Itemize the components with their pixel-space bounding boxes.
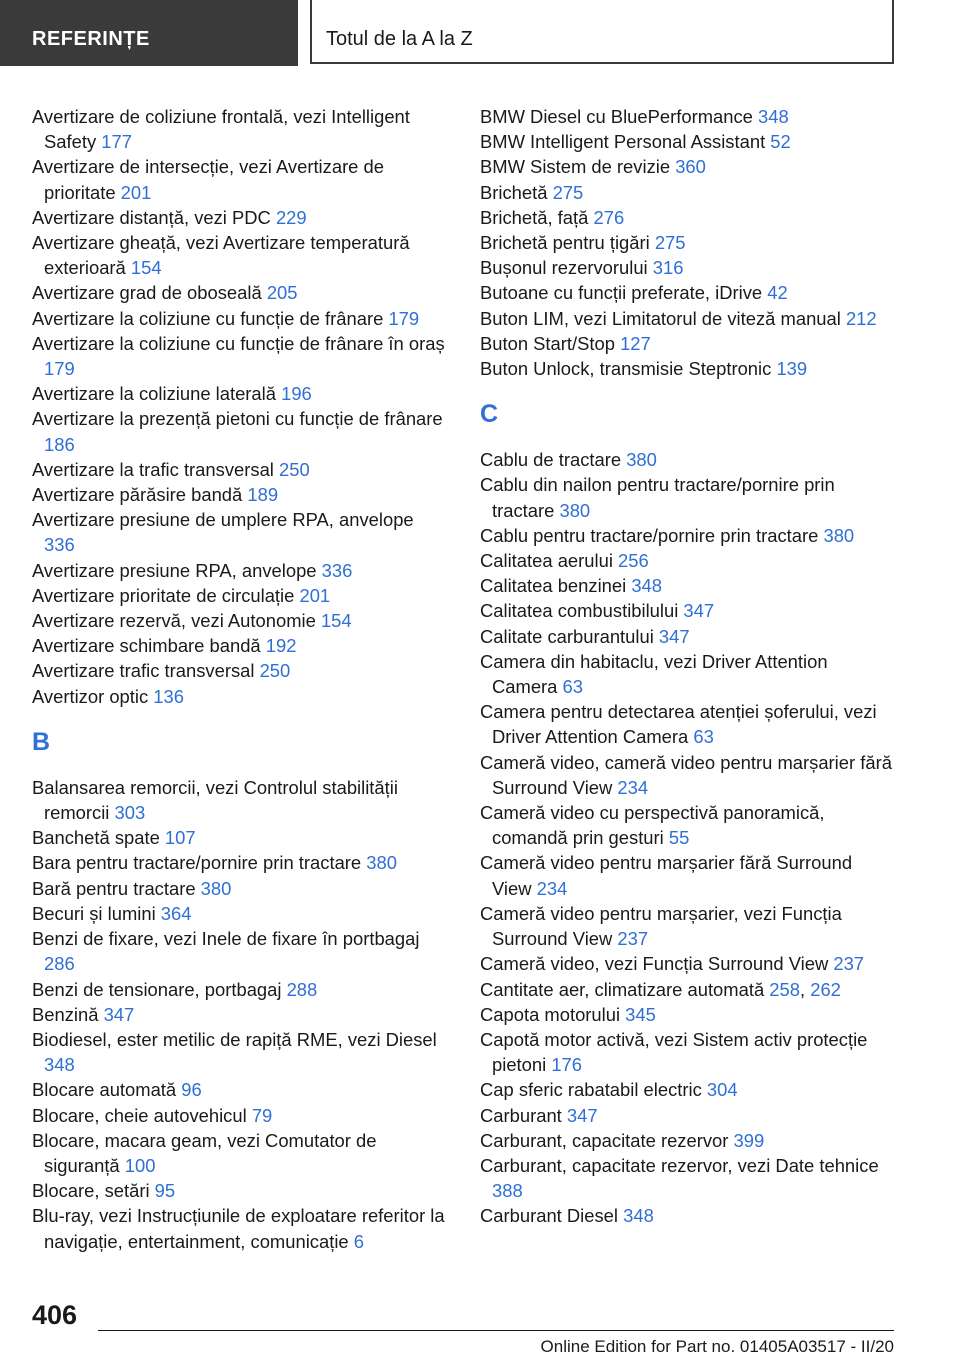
index-entry <box>480 306 895 331</box>
index-entry <box>480 1027 895 1077</box>
entry-term: Cameră video, cameră video pentru marșarier fără Surround View <box>480 751 892 798</box>
page-reference-link[interactable]: 234 <box>536 877 568 899</box>
index-entry <box>480 977 895 1002</box>
page-reference-link[interactable]: 347 <box>566 1104 598 1126</box>
page-reference-link[interactable]: 79 <box>251 1104 273 1126</box>
entry-term: Avertizare prioritate de circulație <box>32 584 300 606</box>
index-entry <box>480 205 895 230</box>
index-entry <box>480 356 895 381</box>
index-entry <box>32 1128 447 1178</box>
index-entry <box>32 825 447 850</box>
entry-term: Calitatea benzinei <box>480 575 632 597</box>
page-reference-link[interactable]: 275 <box>552 181 584 203</box>
entry-term: Bara pentru tractare/pornire prin tractare <box>32 852 367 874</box>
page-reference-link[interactable]: 276 <box>593 206 625 228</box>
footer-divider <box>98 1330 894 1331</box>
entry-term: BMW Sistem de revizie <box>480 156 676 178</box>
entry-term: Avertizare presiune de umplere RPA, anvelope <box>32 509 414 531</box>
page-reference-link[interactable]: 96 <box>181 1079 202 1101</box>
index-entry <box>480 280 895 305</box>
index-entry <box>480 624 895 649</box>
page-reference-link[interactable]: 212 <box>845 307 877 329</box>
index-entry <box>32 1178 447 1203</box>
page-reference-link[interactable]: 154 <box>320 610 352 632</box>
index-entry <box>32 306 447 331</box>
index-entry <box>480 104 895 129</box>
entry-term: Buton LIM, vezi Limitatorul de viteză manual <box>480 307 846 329</box>
entry-term: Benzi de fixare, vezi Inele de fixare în portbagaj <box>32 928 420 950</box>
entry-term: Cameră video, vezi Funcția Surround View <box>480 953 834 975</box>
page-reference-link[interactable]: 303 <box>114 802 146 824</box>
index-entry <box>32 230 447 280</box>
entry-term: Calitate carburantului <box>480 625 659 647</box>
entry-term: Brichetă, față <box>480 206 594 228</box>
index-entry <box>32 850 447 875</box>
entry-term: Benzină <box>32 1003 104 1025</box>
index-column-left <box>32 104 447 1254</box>
index-entry <box>480 447 895 472</box>
page-reference-link[interactable]: 63 <box>693 726 714 748</box>
index-entry <box>32 1103 447 1128</box>
entry-term: Avertizare rezervă, vezi Autonomie <box>32 610 321 632</box>
index-entry <box>32 205 447 230</box>
entry-term: Avertizare la coliziune cu funcție de frânare în oraș <box>32 332 445 354</box>
entry-term: Avertizare grad de oboseală <box>32 282 267 304</box>
entry-term: Capota motorului <box>480 1003 626 1025</box>
page-reference-link[interactable]: 176 <box>551 1054 582 1076</box>
page-reference-link[interactable]: 336 <box>44 534 75 556</box>
entry-term: Carburant, capacitate rezervor, vezi Date tehnice <box>480 1154 879 1176</box>
entry-term: Avertizare trafic transversal <box>32 660 260 682</box>
page-reference-link[interactable]: 42 <box>767 282 788 304</box>
page-reference-link[interactable]: 286 <box>44 953 75 975</box>
index-entry <box>480 1002 895 1027</box>
index-entry <box>480 750 895 800</box>
entry-term: Avertizare la coliziune laterală <box>32 383 282 405</box>
page-reference-link[interactable]: 136 <box>153 685 184 707</box>
index-entry <box>32 901 447 926</box>
entry-term: Brichetă pentru țigări <box>480 232 655 254</box>
index-entry <box>32 775 447 825</box>
index-entry <box>32 104 447 154</box>
page-reference-link[interactable]: 6 <box>353 1230 364 1252</box>
entry-term: Butoane cu funcții preferate, iDrive <box>480 282 768 304</box>
index-entry <box>480 129 895 154</box>
index-entry <box>480 1128 895 1153</box>
page-reference-link[interactable]: 348 <box>44 1054 75 1076</box>
index-entry <box>480 573 895 598</box>
index-entry <box>32 1002 447 1027</box>
entry-term: Capotă motor activă, vezi Sistem activ protecție pietoni <box>480 1028 868 1076</box>
entry-term: Avertizare de coliziune frontală, vezi Intelligent Safety <box>32 106 410 153</box>
page-reference-link[interactable]: 201 <box>299 584 331 606</box>
entry-term: Calitatea aerului <box>480 550 619 572</box>
page-reference-link[interactable]: 52 <box>770 131 791 153</box>
page-reference-link[interactable]: 380 <box>823 524 855 546</box>
index-entry <box>480 699 895 749</box>
entry-term: Buton Start/Stop <box>480 332 621 354</box>
entry-term: Blu-ray, vezi Instrucțiunile de exploatare referitor la navigație, entertainment, comunicație <box>32 1205 445 1252</box>
page-reference-link[interactable]: 63 <box>562 676 583 698</box>
page-reference-link[interactable]: 179 <box>44 358 75 380</box>
index-entry <box>480 255 895 280</box>
index-entry <box>480 951 895 976</box>
page-reference-link[interactable]: 316 <box>652 257 684 279</box>
index-entry <box>480 1103 895 1128</box>
entry-term: Blocare, setări <box>32 1180 155 1202</box>
index-entry <box>32 583 447 608</box>
index-column-right <box>480 104 895 1229</box>
entry-term: Cameră video cu perspectivă panoramică, comandă prin gesturi <box>480 802 825 849</box>
entry-term: Cap sferic rabatabil electric <box>480 1079 707 1101</box>
index-entry <box>480 850 895 900</box>
index-entry <box>480 901 895 951</box>
entry-term: Avertizare distanță, vezi PDC <box>32 206 276 228</box>
page-reference-link[interactable]: 380 <box>200 877 232 899</box>
entry-term: Avertizare presiune RPA, anvelope <box>32 559 322 581</box>
entry-term: Cameră video pentru marșarier, vezi Funcția Surround View <box>480 902 842 950</box>
page-reference-link[interactable]: 95 <box>154 1180 176 1202</box>
page-reference-link[interactable]: 348 <box>758 106 789 127</box>
index-entry <box>32 1077 447 1102</box>
page-reference-link[interactable]: 360 <box>675 156 706 178</box>
index-entry <box>32 154 447 204</box>
entry-term: Blocare, cheie autovehicul <box>32 1104 252 1126</box>
page-reference-link[interactable]: 288 <box>286 978 318 1000</box>
page-reference-link[interactable]: 229 <box>275 206 307 228</box>
index-entry <box>480 1203 895 1228</box>
page-reference-link[interactable]: 107 <box>164 827 196 849</box>
entry-term: Biodiesel, ester metilic de rapiță RME, vezi Diesel <box>32 1028 437 1050</box>
page-reference-link[interactable]: 201 <box>120 181 152 203</box>
index-entry <box>32 558 447 583</box>
index-entry <box>32 1203 447 1253</box>
entry-term: Carburant, capacitate rezervor <box>480 1129 734 1151</box>
index-entry <box>32 331 447 381</box>
entry-term: Avertizare la prezență pietoni cu funcție de frânare <box>32 408 443 430</box>
index-entry <box>32 381 447 406</box>
page-reference-link[interactable]: 205 <box>266 282 298 304</box>
index-letter-heading: B <box>32 727 51 756</box>
page-reference-link[interactable]: 100 <box>124 1154 156 1176</box>
index-entry <box>32 658 447 683</box>
page-reference-link[interactable]: 258 <box>769 978 800 1000</box>
page-separator: , <box>799 978 811 1000</box>
index-entry <box>32 876 447 901</box>
index-entry <box>480 1077 895 1102</box>
entry-term: Cameră video pentru marșarier fără Surround View <box>480 852 853 899</box>
index-entry <box>480 598 895 623</box>
page-reference-link[interactable]: 380 <box>559 499 591 521</box>
page-reference-link[interactable]: 139 <box>776 358 808 380</box>
entry-term: Buton Unlock, transmisie Steptronic <box>480 358 777 380</box>
index-entry <box>32 633 447 658</box>
entry-term: Cablu din nailon pentru tractare/pornire prin tractare <box>480 474 835 521</box>
page-reference-link[interactable]: 345 <box>625 1003 656 1025</box>
entry-term: Bușonul rezervorului <box>480 257 653 279</box>
entry-term: Cablu de tractare <box>480 449 627 471</box>
index-entry <box>480 180 895 205</box>
index-entry <box>32 926 447 976</box>
entry-term: Avertizare părăsire bandă <box>32 484 248 506</box>
entry-term: Blocare automată <box>32 1079 182 1101</box>
page-reference-link[interactable]: 192 <box>265 635 297 657</box>
page-reference-link[interactable]: 304 <box>706 1079 738 1101</box>
page-reference-link[interactable]: 380 <box>366 852 397 874</box>
page-reference-link[interactable]: 196 <box>281 383 312 405</box>
entry-term: Avertizare la coliziune cu funcție de frânare <box>32 307 389 329</box>
page-reference-link[interactable]: 55 <box>668 827 690 849</box>
entry-term: Carburant <box>480 1104 567 1126</box>
entry-term: Camera pentru detectarea atenției șoferului, vezi Driver Attention Camera <box>480 701 877 748</box>
page-reference-link[interactable]: 275 <box>654 232 686 254</box>
page-reference-link[interactable]: 154 <box>130 257 162 279</box>
entry-term: Banchetă spate <box>32 827 165 849</box>
index-entry <box>480 472 895 522</box>
page-number: 406 <box>32 1300 78 1330</box>
page-reference-link[interactable]: 364 <box>160 902 192 924</box>
entry-term: Carburant Diesel <box>480 1205 624 1227</box>
page-reference-link[interactable]: 348 <box>631 575 662 597</box>
page-reference-link[interactable]: 237 <box>617 928 649 950</box>
index-entry <box>32 457 447 482</box>
entry-term: BMW Diesel cu BluePerformance <box>480 106 758 127</box>
entry-term: Avertizare de intersecție, vezi Avertizare de prioritate <box>32 156 384 203</box>
page-reference-link[interactable]: 262 <box>810 978 841 1000</box>
index-entry <box>32 608 447 633</box>
index-entry <box>32 406 447 456</box>
page-reference-link[interactable]: 189 <box>247 484 279 506</box>
edition-note: Online Edition for Part no. 01405A03517 - II/20 <box>540 1337 894 1356</box>
entry-term: Benzi de tensionare, portbagaj <box>32 978 287 1000</box>
index-entry <box>480 1153 895 1203</box>
entry-term: Avertizare gheață, vezi Avertizare temperatură exterioară <box>32 232 410 279</box>
page-reference-link[interactable]: 127 <box>620 332 651 354</box>
entry-term: Blocare, macara geam, vezi Comutator de siguranță <box>32 1129 377 1176</box>
page-reference-link[interactable]: 237 <box>833 953 865 975</box>
entry-term: Avertizare schimbare bandă <box>32 635 266 657</box>
page-reference-link[interactable]: 250 <box>259 660 291 682</box>
entry-term: Brichetă <box>480 181 553 203</box>
index-entry <box>32 482 447 507</box>
page-header <box>0 0 960 66</box>
index-entry <box>480 548 895 573</box>
page-reference-link[interactable]: 250 <box>279 458 310 480</box>
index-entry <box>32 507 447 557</box>
page-reference-link[interactable]: 347 <box>683 600 715 622</box>
entry-term: Calitatea combustibilului <box>480 600 684 622</box>
index-entry <box>480 230 895 255</box>
entry-term: Avertizor optic <box>32 685 154 707</box>
entry-term: Balansarea remorcii, vezi Controlul stabilității remorcii <box>32 776 398 824</box>
entry-term: Bară pentru tractare <box>32 877 201 899</box>
index-entry <box>32 684 447 709</box>
page-reference-link[interactable]: 179 <box>388 307 420 329</box>
entry-term: BMW Intelligent Personal Assistant <box>480 131 771 153</box>
page-reference-link[interactable]: 256 <box>618 550 649 572</box>
page-reference-link[interactable]: 347 <box>103 1003 135 1025</box>
page-reference-link[interactable]: 388 <box>492 1180 523 1202</box>
index-entry <box>32 1027 447 1077</box>
chapter-title: Totul de la A la Z <box>310 0 894 64</box>
entry-term: Camera din habitaclu, vezi Driver Attention Camera <box>480 650 828 698</box>
page-reference-link[interactable]: 347 <box>658 625 690 647</box>
page-reference-link[interactable]: 380 <box>626 449 657 471</box>
index-entry <box>32 977 447 1002</box>
index-entry <box>480 800 895 850</box>
page-reference-link[interactable]: 336 <box>321 559 353 581</box>
index-entry <box>32 280 447 305</box>
section-label: REFERINȚE <box>0 0 298 66</box>
index-entry <box>480 154 895 179</box>
index-entry <box>480 331 895 356</box>
index-entry <box>480 649 895 699</box>
entry-term: Cablu pentru tractare/pornire prin tractare <box>480 524 824 546</box>
index-entry <box>480 523 895 548</box>
page-reference-link[interactable]: 177 <box>101 131 132 153</box>
entry-term: Becuri și lumini <box>32 902 161 924</box>
page-reference-link[interactable]: 186 <box>44 433 75 455</box>
entry-term: Avertizare la trafic transversal <box>32 458 279 480</box>
page-reference-link[interactable]: 234 <box>617 776 649 798</box>
page-reference-link[interactable]: 399 <box>733 1129 765 1151</box>
page-reference-link[interactable]: 348 <box>623 1205 654 1227</box>
index-letter-heading: C <box>480 400 499 429</box>
entry-term: Cantitate aer, climatizare automată <box>480 978 770 1000</box>
